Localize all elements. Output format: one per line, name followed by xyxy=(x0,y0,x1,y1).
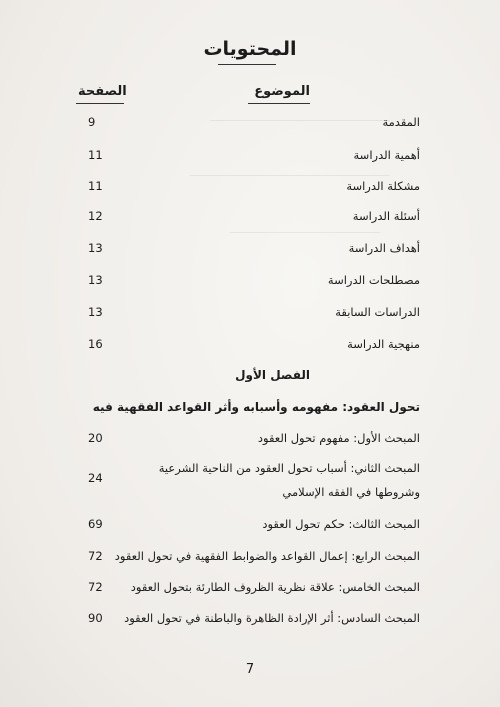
toc-entry-page: 13 xyxy=(88,305,103,319)
toc-entry-page: 72 xyxy=(88,580,103,594)
toc-entry-label: المقدمة xyxy=(382,115,420,129)
toc-entry-label: المبحث الثالث: حكم تحول العقود xyxy=(262,517,420,531)
toc-entry-label: المبحث السادس: أثر الإرادة الظاهرة والباطنة في تحول العقود xyxy=(124,611,420,625)
toc-entry xyxy=(0,270,500,290)
toc-entry-label: مشكلة الدراسة xyxy=(346,179,420,193)
toc-entry xyxy=(0,334,500,354)
toc-entry-label: المبحث الخامس: علاقة نظرية الظروف الطارئة بتحول العقود xyxy=(130,580,420,594)
toc-entry xyxy=(0,145,500,165)
toc-entry-page: 69 xyxy=(88,517,103,531)
toc-entry xyxy=(0,112,500,132)
toc-entry-page: 72 xyxy=(88,549,103,563)
toc-entry xyxy=(0,176,500,196)
toc-entry-page: 12 xyxy=(88,209,103,223)
toc-entry xyxy=(0,608,500,628)
chapter-title: الفصل الأول xyxy=(235,368,310,382)
toc-entry-label: المبحث الثاني: أسباب تحول العقود من الناحية الشرعية وشروطها في الفقه الإسلامي xyxy=(158,461,420,499)
toc-entry-label: أسئلة الدراسة xyxy=(352,209,420,223)
page-title: المحتويات xyxy=(203,38,297,60)
toc-entry-page: 13 xyxy=(88,241,103,255)
toc-entry xyxy=(0,546,500,566)
toc-entry-page: 90 xyxy=(88,611,103,625)
toc-entry-page: 9 xyxy=(88,115,96,129)
toc-entry xyxy=(0,428,500,448)
toc-entry-label: المبحث الرابع: إعمال القواعد والضوابط الفقهية في تحول العقود xyxy=(114,549,420,563)
toc-entry-page: 16 xyxy=(88,337,103,351)
toc-entry-label: الدراسات السابقة xyxy=(335,305,420,319)
toc-entry xyxy=(0,238,500,258)
toc-entry xyxy=(0,206,500,226)
toc-entry xyxy=(0,514,500,534)
toc-entry-label: أهمية الدراسة xyxy=(353,148,420,162)
page-number: 7 xyxy=(245,662,255,677)
toc-entry-page: 11 xyxy=(88,179,103,193)
bleed-through-mark xyxy=(230,232,380,233)
toc-entry xyxy=(0,456,500,506)
toc-entry-label: مصطلحات الدراسة xyxy=(327,273,420,287)
toc-entry-label: المبحث الأول: مفهوم تحول العقود xyxy=(257,431,420,445)
toc-entry-page: 11 xyxy=(88,148,103,162)
toc-entry-page: 20 xyxy=(88,431,103,445)
toc-entry xyxy=(0,577,500,597)
title-underline xyxy=(218,64,276,65)
toc-entry-label: أهداف الدراسة xyxy=(348,241,420,255)
page-header-underline xyxy=(76,103,124,104)
toc-entry-page: 13 xyxy=(88,273,103,287)
toc-entry-page: 24 xyxy=(88,471,103,485)
page-column-header: الصفحة xyxy=(78,84,127,99)
toc-entry xyxy=(0,302,500,322)
topic-header-underline xyxy=(248,103,310,104)
chapter-subtitle: تحول العقود: مفهومه وأسبابه وأثر القواعد الفقهية فيه xyxy=(92,400,420,414)
toc-entry-label: منهجية الدراسة xyxy=(347,337,420,351)
topic-column-header: الموضوع xyxy=(254,84,310,99)
